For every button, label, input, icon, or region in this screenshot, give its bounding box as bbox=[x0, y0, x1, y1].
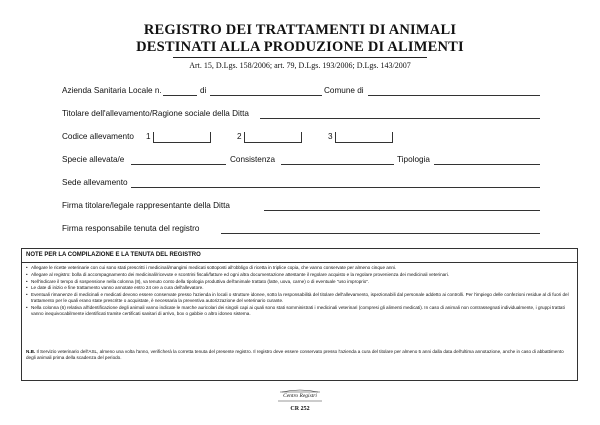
asl-city-field[interactable] bbox=[210, 86, 322, 96]
nb-paragraph bbox=[26, 349, 571, 361]
notes-title: NOTE PER LA COMPILAZIONE E LA TENUTA DEL REGISTRO bbox=[26, 252, 201, 258]
asl-label: Azienda Sanitaria Locale n. bbox=[62, 86, 162, 95]
codice-label: Codice allevamento bbox=[62, 132, 134, 141]
codice-number-1: 1 bbox=[146, 132, 151, 141]
note-item: • Le date di inizio e fine trattamento vanno annotate entro 24 ore a cura dell'allevatore. bbox=[26, 285, 571, 291]
sede-field[interactable] bbox=[131, 178, 540, 188]
nb-label: N.B. bbox=[26, 349, 36, 354]
firma-responsabile-field[interactable] bbox=[221, 224, 540, 234]
codice-number-3: 3 bbox=[328, 132, 333, 141]
consistenza-field[interactable] bbox=[281, 155, 394, 165]
specie-label: Specie allevata/e bbox=[62, 155, 125, 164]
logo-text: Centro Registri bbox=[283, 393, 317, 399]
di-label: di bbox=[200, 86, 207, 95]
document-title-line2: DESTINATI ALLA PRODUZIONE DI ALIMENTI bbox=[136, 39, 464, 55]
comune-field[interactable] bbox=[368, 86, 540, 96]
firma-responsabile-label: Firma responsabile tenuta del registro bbox=[62, 224, 200, 233]
notes-box bbox=[21, 248, 578, 381]
firma-titolare-field[interactable] bbox=[264, 201, 540, 211]
nb-text: Il Servizio veterinario dell'ASL, almeno una volta l'anno, verificherà la corretta tenuta del presente registro. Il registro deve essere conservato presso l'azienda a cura del titolare per almeno 5 anni dalla data dell'ultima annotazione, anche in caso di abbattimento degli animali prima della scadenza del periodo. bbox=[26, 349, 564, 361]
legal-references: Art. 15, D.Lgs. 158/2006; art. 79, D.Lgs. 193/2006; D.Lgs. 143/2007 bbox=[189, 61, 411, 70]
codice-box-1[interactable] bbox=[153, 132, 211, 143]
notes-list bbox=[22, 265, 577, 318]
codice-box-3[interactable] bbox=[335, 132, 393, 143]
firma-titolare-label: Firma titolare/legale rappresentante della Ditta bbox=[62, 201, 230, 210]
note-item: • Allegare le ricette veterinarie con cui sono stati prescritti i medicinali/mangimi medicati sottoposti all'obbligo di ricetta in triplice copia, che vanno conservate per almeno cinque anni. bbox=[26, 265, 571, 271]
titolare-field[interactable] bbox=[260, 109, 540, 119]
comune-label: Comune di bbox=[324, 86, 364, 95]
sede-label: Sede allevamento bbox=[62, 178, 128, 187]
note-item: • Allegare al registro: bolla di accompagnamento dei medicinali/ricevute e scontrini fiscali/fatture ed ogni altra documentazione attestante il regolare acquisto e la regolare provenienza dei medicinali veterinari. bbox=[26, 272, 571, 278]
note-item: • Nella colonna (6) relativa all'identificazione degli animali vanno indicate le marche auricolari dei singoli capi ai quali sono stati somministrati i medicinali veterinari (compresi gli alimenti medicati). In caso di animali non contrassegnati individualmente, i gruppi trattati vanno inequivocabilmente identificati tramite certificati sanitari di arrivo, box o gabbie o altro idoneo sistema. bbox=[26, 305, 571, 317]
titolare-label: Titolare dell'allevamento/Ragione sociale della Ditta bbox=[62, 109, 249, 118]
codice-number-2: 2 bbox=[237, 132, 242, 141]
note-item: • Eventuali rimanenze di medicinali e medicati devono essere conservate presso l'azienda in locali o strutture idonee, sotto la responsabilità del titolare dell'allevamento, ispezionabili dal personale addetto ai controlli. Per l'impiego delle confezioni residue al di fuori del trattamento per le quali erano state prescritte o acquistate, è necessaria la preventiva autorizzazione del veterinario curante. bbox=[26, 292, 571, 304]
specie-field[interactable] bbox=[131, 155, 226, 165]
asl-number-field[interactable] bbox=[163, 86, 197, 96]
note-item: • Nell'indicare il tempo di sospensione nella colonna (8), va tenuto conto della tipologia produttiva dell'animale trattato (latte, uova, carne) o di eventuale "uso improprio". bbox=[26, 279, 571, 285]
document-title-line1: REGISTRO DEI TRATTAMENTI DI ANIMALI bbox=[143, 22, 457, 38]
codice-box-2[interactable] bbox=[244, 132, 302, 143]
notes-separator bbox=[22, 262, 577, 263]
tipologia-label: Tipologia bbox=[397, 155, 430, 164]
consistenza-label: Consistenza bbox=[230, 155, 276, 164]
tipologia-field[interactable] bbox=[434, 155, 540, 165]
form-code: CR 252 bbox=[290, 406, 310, 412]
title-rule bbox=[173, 57, 427, 58]
centro-registri-logo bbox=[276, 389, 324, 404]
